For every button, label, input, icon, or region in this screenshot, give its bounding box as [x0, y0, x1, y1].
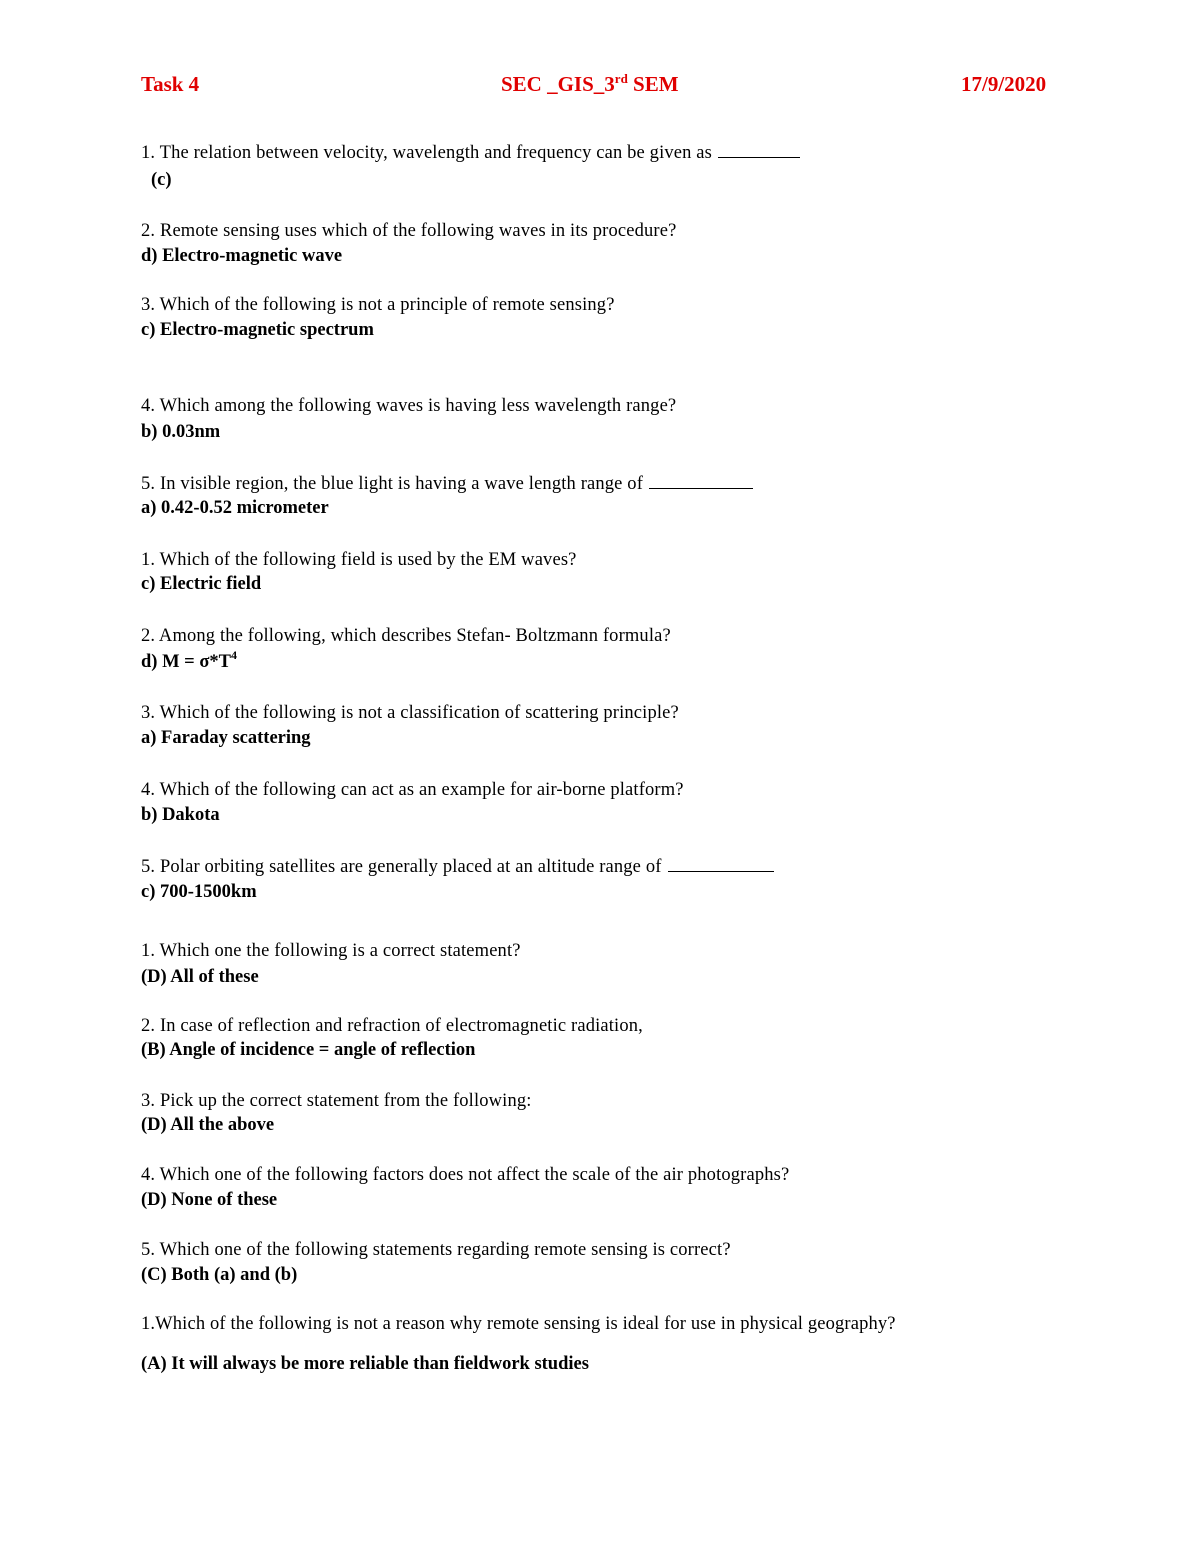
answer-text: (D) All the above: [141, 1115, 275, 1135]
answer-text: (c): [151, 170, 172, 190]
answer-text: (B) Angle of incidence = angle of reflection: [141, 1040, 476, 1060]
question-label: 5. In visible region, the blue light is having a wave length range of: [141, 474, 644, 494]
course-name: SEC _GIS_3: [501, 72, 615, 96]
answer-text: a) 0.42-0.52 micrometer: [141, 498, 329, 518]
answer-text: c) Electro-magnetic spectrum: [141, 320, 374, 340]
question-text: 3. Which of the following is not a classification of scattering principle?: [141, 703, 679, 723]
question-text: 4. Which of the following can act as an example for air-borne platform?: [141, 780, 684, 800]
answer-blank: [668, 857, 774, 872]
answer-text: (D) None of these: [141, 1190, 278, 1210]
question-text: 3. Pick up the correct statement from the following:: [141, 1091, 532, 1111]
answer-text: c) 700-1500km: [141, 882, 257, 902]
answer-blank: [649, 474, 753, 489]
question-text: 4. Which among the following waves is having less wavelength range?: [141, 396, 677, 416]
task-label: Task 4: [141, 72, 200, 96]
answer-superscript: 4: [230, 648, 237, 662]
question-text: 2. In case of reflection and refraction of electromagnetic radiation,: [141, 1016, 643, 1036]
question-text: 2. Remote sensing uses which of the following waves in its procedure?: [141, 221, 677, 241]
answer-text: (D) All of these: [141, 967, 259, 987]
date-label: 17/9/2020: [961, 72, 1047, 96]
question-text: 4. Which one of the following factors does not affect the scale of the air photographs?: [141, 1165, 790, 1185]
question-text: 1. Which one the following is a correct statement?: [141, 941, 521, 961]
question-text: 5. Which one of the following statements regarding remote sensing is correct?: [141, 1240, 731, 1260]
answer-text: (C) Both (a) and (b): [141, 1265, 298, 1285]
answer-label: d) M = σ*T: [141, 652, 231, 672]
answer-text: c) Electric field: [141, 574, 262, 594]
question-label: 1. The relation between velocity, wavelength and frequency can be given as: [141, 143, 713, 163]
answer-text: d) Electro-magnetic wave: [141, 246, 343, 266]
question-text: [141, 857, 774, 878]
question-text: [141, 474, 753, 495]
answer-text: b) Dakota: [141, 805, 220, 825]
answer-text: [141, 648, 237, 673]
question-text: 1. Which of the following field is used by the EM waves?: [141, 550, 577, 570]
answer-blank: [718, 143, 800, 158]
answer-text: a) Faraday scattering: [141, 728, 311, 748]
question-text: [141, 143, 800, 164]
course-label: [501, 72, 679, 97]
question-label: 5. Polar orbiting satellites are generally placed at an altitude range of: [141, 857, 662, 877]
course-suffix: SEM: [627, 72, 679, 96]
question-text: 1.Which of the following is not a reason why remote sensing is ideal for use in physical geography?: [141, 1314, 896, 1334]
question-text: 2. Among the following, which describes Stefan- Boltzmann formula?: [141, 626, 671, 646]
answer-text: (A) It will always be more reliable than fieldwork studies: [141, 1354, 589, 1374]
answer-text: b) 0.03nm: [141, 422, 221, 442]
question-text: 3. Which of the following is not a principle of remote sensing?: [141, 295, 615, 315]
course-superscript: rd: [614, 71, 628, 86]
